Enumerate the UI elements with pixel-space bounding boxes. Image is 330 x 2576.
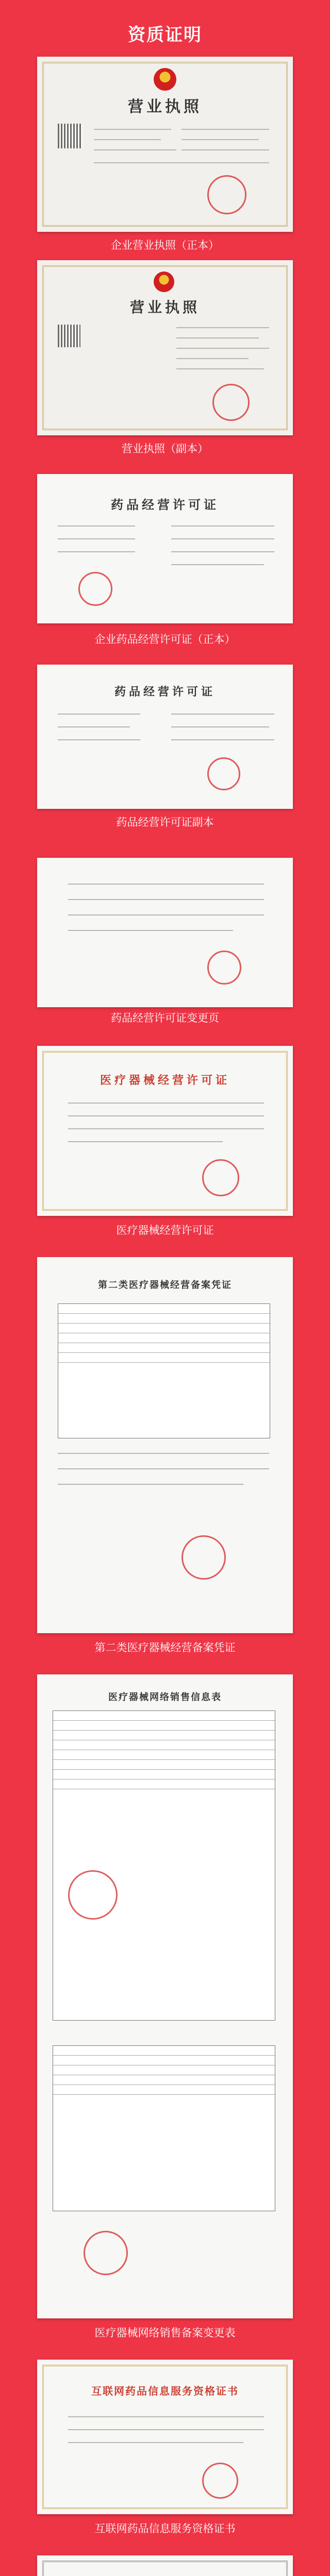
text-line [176,348,269,349]
official-seal-icon [207,951,241,985]
text-line [58,551,135,552]
doc-internet-drug-cert-2 [37,2555,293,2576]
national-emblem-icon [154,68,176,91]
text-line [171,726,269,727]
official-seal-icon [207,175,246,214]
text-line [58,714,140,715]
text-line [68,930,233,931]
doc-device-class2 [37,1257,293,1633]
doc-internet-drug-cert [37,2360,293,2514]
text-line [171,526,274,527]
text-line [68,2416,264,2417]
official-seal-icon [78,572,112,606]
certificate-border [42,2561,288,2576]
official-seal-icon [212,384,250,421]
text-line [58,1468,269,1469]
text-line [68,914,264,916]
page-header [0,0,330,49]
cert-title: 药品经营许可证 [111,497,219,512]
text-line [58,538,135,539]
doc-license-original [37,57,293,232]
text-line [58,1484,243,1485]
cert-title: 药品经营许可证 [114,685,216,699]
text-line [182,139,259,140]
text-line [94,162,269,163]
text-line [68,2429,264,2430]
doc-drug-permit-change [37,858,293,1007]
text-line [171,739,274,740]
text-line [176,368,264,369]
doc-drug-permit-copy [37,665,293,809]
doc-caption: 医疗器械经营许可证 [116,1224,214,1236]
text-line [68,1103,264,1104]
doc-caption: 药品经营许可证副本 [116,816,214,828]
text-line [176,337,259,338]
record-table [58,1303,270,1438]
text-line [171,564,264,565]
text-line [58,1453,269,1454]
text-line [68,2442,243,2443]
text-line [182,129,269,130]
doc-device-online [37,1674,293,2318]
text-line [68,884,264,885]
doc-caption: 药品经营许可证变更页 [111,1012,219,1024]
text-line [171,714,274,715]
change-table [53,2045,275,2211]
text-line [58,526,135,527]
doc-caption: 企业营业执照（正本） [111,239,219,251]
text-line [68,1141,223,1142]
doc-caption: 企业药品经营许可证（正本） [94,633,236,646]
text-line [68,899,264,900]
cert-title: 营业执照 [129,299,200,316]
official-seal-icon [202,2463,238,2499]
cert-title: 第二类医疗器械经营备案凭证 [98,1280,232,1291]
doc-caption: 第二类医疗器械经营备案凭证 [94,1641,236,1654]
qr-code-icon [58,124,82,148]
official-seal-icon [84,2231,128,2275]
doc-drug-permit-original [37,474,293,623]
official-seal-icon [68,1870,118,1920]
official-seal-icon [207,757,240,790]
text-line [176,327,269,328]
text-line [68,1115,264,1116]
page-title: 资质证明 [128,25,202,45]
text-line [171,538,274,539]
qr-code-icon [58,325,80,347]
official-seal-icon [202,1159,239,1196]
doc-caption: 互联网药品信息服务资格证书 [94,2522,236,2535]
national-emblem-icon [154,272,174,292]
text-line [94,139,161,140]
text-line [68,1128,264,1129]
text-line [182,149,269,150]
text-line [58,739,140,740]
text-line [94,149,176,150]
official-seal-icon [182,1535,226,1580]
text-line [94,129,171,130]
info-table [53,1710,275,2021]
cert-title: 医疗器械经营许可证 [100,1074,230,1087]
cert-title: 互联网药品信息服务资格证书 [91,2385,239,2397]
text-line [171,551,274,552]
cert-title: 医疗器械网络销售信息表 [108,1692,222,1703]
doc-caption: 医疗器械网络销售备案变更表 [94,2327,236,2339]
text-line [176,358,249,359]
doc-license-copy [37,260,293,435]
doc-caption: 营业执照（副本） [122,443,208,455]
cert-title: 营业执照 [128,98,202,116]
doc-device-permit [37,1046,293,1216]
text-line [58,726,130,727]
